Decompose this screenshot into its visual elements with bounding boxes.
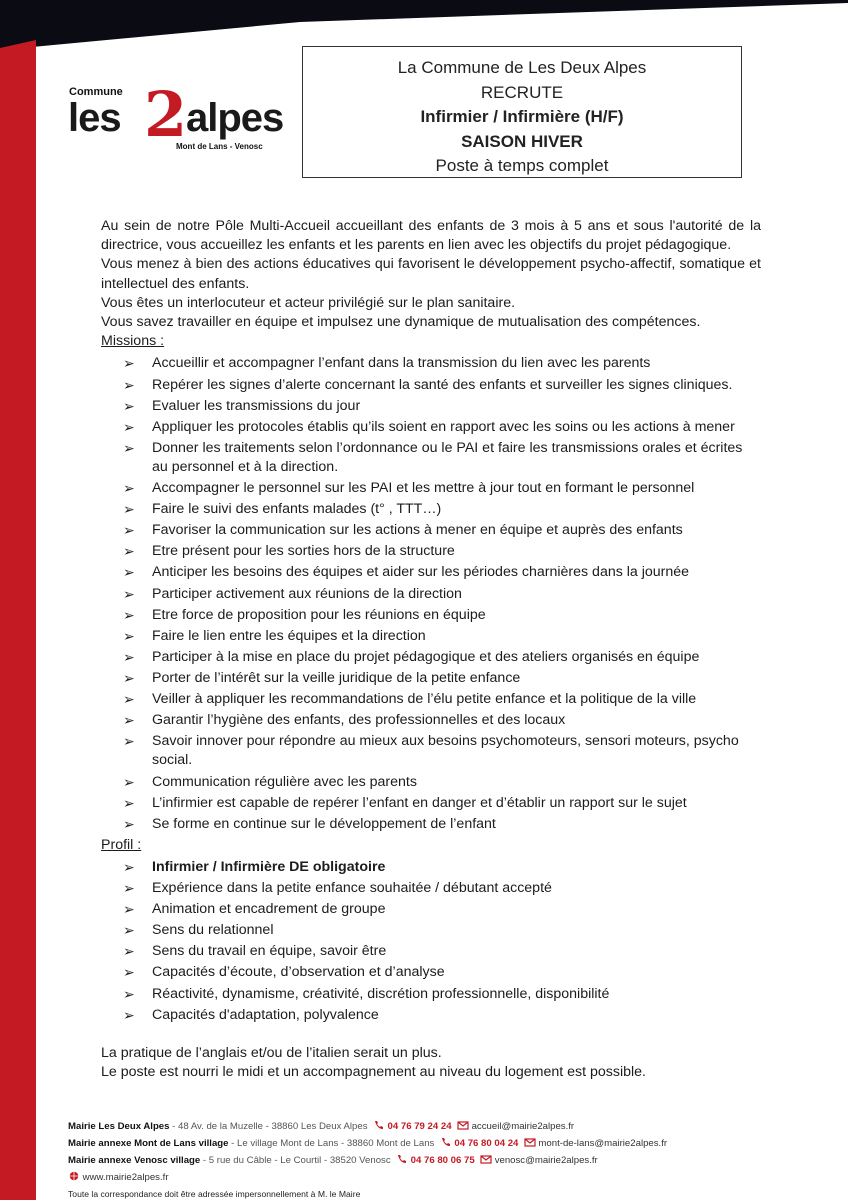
arrow-bullet-icon: ➢ [123, 543, 135, 560]
arrow-bullet-icon: ➢ [123, 985, 135, 1002]
list-item: ➢ Porter de l’intérêt sur la veille juridique de la petite enfance [101, 669, 761, 688]
arrow-bullet-icon: ➢ [123, 1006, 135, 1023]
arrow-bullet-icon: ➢ [123, 648, 135, 665]
globe-icon [68, 1171, 80, 1181]
profil-list [101, 858, 761, 1025]
phone-icon [373, 1120, 385, 1130]
logo-commune-text: Commune [69, 86, 123, 98]
arrow-bullet-icon: ➢ [123, 564, 135, 581]
arrow-bullet-icon: ➢ [123, 712, 135, 729]
list-item: ➢ L’infirmier est capable de repérer l’enfant en danger et d’établir un rapport sur le sujet [101, 794, 761, 813]
list-item: ➢ Accompagner le personnel sur les PAI et les mettre à jour tout en formant le personnel [101, 479, 761, 498]
list-item: ➢ Infirmier / Infirmière DE obligatoire [101, 858, 761, 877]
list-item: ➢ Participer à la mise en place du projet pédagogique et des ateliers organisés en équipe [101, 648, 761, 667]
phone-icon [440, 1137, 452, 1147]
arrow-bullet-icon: ➢ [123, 376, 135, 393]
logo-les-text: les [68, 96, 121, 140]
job-title-box [302, 46, 742, 178]
arrow-bullet-icon: ➢ [123, 418, 135, 435]
office-phone[interactable]: 04 76 79 24 24 [387, 1121, 452, 1132]
header-line-job: Infirmier / Infirmière (H/F) [420, 107, 624, 126]
header-line-commune: La Commune de Les Deux Alpes [397, 58, 647, 77]
footer-row-main [68, 1118, 788, 1135]
arrow-bullet-icon: ➢ [123, 606, 135, 623]
arrow-bullet-icon: ➢ [123, 964, 135, 981]
intro-paragraph: Vous êtes un interlocuteur et acteur privilégié sur le plan sanitaire. [101, 294, 516, 311]
office-address: - 48 Av. de la Muzelle - 38860 Les Deux Alpes [169, 1121, 368, 1132]
arrow-bullet-icon: ➢ [123, 480, 135, 497]
missions-list [101, 354, 761, 833]
list-item: ➢ Appliquer les protocoles établis qu’ils soient en rapport avec les soins ou les actions à mener [101, 418, 761, 437]
list-item: ➢ Animation et encadrement de groupe [101, 900, 761, 919]
mail-icon [457, 1120, 469, 1130]
closing-line: Le poste est nourri le midi et un accompagnement au niveau du logement est possible. [101, 1064, 646, 1081]
job-description [101, 217, 761, 1082]
closing-line: La pratique de l’anglais et/ou de l’italien serait un plus. [101, 1044, 442, 1061]
intro-paragraph: Au sein de notre Pôle Multi-Accueil accueillant des enfants de 3 mois à 5 ans et sous l'autorité de la directrice, vous accueillez les enfants et les parents en lien avec les objectifs du projet pédagogique. [101, 218, 761, 254]
arrow-bullet-icon: ➢ [123, 880, 135, 897]
arrow-bullet-icon: ➢ [123, 773, 135, 790]
arrow-bullet-icon: ➢ [123, 733, 135, 750]
footer-row-mont-de-lans [68, 1135, 788, 1152]
list-item: ➢ Veiller à appliquer les recommandations de l’élu petite enfance et la politique de la ville [101, 690, 761, 709]
arrow-bullet-icon: ➢ [123, 943, 135, 960]
list-item: ➢ Réactivité, dynamisme, créativité, discrétion professionnelle, disponibilité [101, 985, 761, 1004]
office-email[interactable]: mont-de-lans@mairie2alpes.fr [538, 1138, 668, 1149]
office-email[interactable]: accueil@mairie2alpes.fr [471, 1121, 575, 1132]
left-decorative-band [0, 0, 36, 1200]
list-item: ➢ Se forme en continue sur le développement de l’enfant [101, 815, 761, 834]
list-item: ➢ Capacités d'adaptation, polyvalence [101, 1006, 761, 1025]
office-email[interactable]: venosc@mairie2alpes.fr [494, 1155, 598, 1166]
office-phone[interactable]: 04 76 80 06 75 [410, 1155, 475, 1166]
list-item: ➢ Donner les traitements selon l’ordonnance ou le PAI et faire les transmissions orales et écrites au personnel et à la direction. [123, 439, 743, 475]
list-item: ➢ Etre présent pour les sorties hors de la structure [101, 542, 761, 561]
arrow-bullet-icon: ➢ [123, 815, 135, 832]
list-item: ➢ Sens du relationnel [101, 921, 761, 940]
list-item: ➢ Communication régulière avec les parents [101, 773, 761, 792]
arrow-bullet-icon: ➢ [123, 794, 135, 811]
list-item: ➢ Participer activement aux réunions de la direction [101, 585, 761, 604]
arrow-bullet-icon: ➢ [123, 669, 135, 686]
contact-footer [68, 1118, 788, 1203]
arrow-bullet-icon: ➢ [123, 691, 135, 708]
list-item: ➢ Etre force de proposition pour les réunions en équipe [101, 606, 761, 625]
header-line-recrute: RECRUTE [480, 82, 564, 102]
missions-heading: Missions : [101, 333, 165, 350]
logo-two-mark: 2 [144, 78, 188, 151]
footer-row-venosc [68, 1152, 788, 1169]
phone-icon [396, 1154, 408, 1164]
correspondence-note: Toute la correspondance doit être adressée impersonnellement à M. le Maire [68, 1189, 361, 1199]
list-item: ➢ Capacités d’écoute, d’observation et d’analyse [101, 963, 761, 982]
list-item: ➢ Sens du travail en équipe, savoir être [101, 942, 761, 961]
mail-icon [524, 1137, 536, 1147]
arrow-bullet-icon: ➢ [123, 585, 135, 602]
mail-icon [480, 1154, 492, 1164]
arrow-bullet-icon: ➢ [123, 397, 135, 414]
list-item: ➢ Faire le suivi des enfants malades (t° , TTT…) [101, 500, 761, 519]
arrow-bullet-icon: ➢ [123, 501, 135, 518]
list-item: ➢ Evaluer les transmissions du jour [101, 397, 761, 416]
list-item: ➢ Repérer les signes d’alerte concernant la santé des enfants et surveiller les signes cliniques. [101, 376, 761, 395]
office-name: Mairie annexe Venosc village [68, 1155, 201, 1166]
intro-paragraph: Vous savez travailler en équipe et impulsez une dynamique de mutualisation des compétences. [101, 314, 701, 331]
arrow-bullet-icon: ➢ [123, 859, 135, 875]
arrow-bullet-icon: ➢ [123, 522, 135, 539]
website-link[interactable]: www.mairie2alpes.fr [82, 1172, 169, 1183]
list-item: ➢ Anticiper les besoins des équipes et aider sur les périodes charnières dans la journée [101, 563, 761, 582]
list-item: ➢ Accueillir et accompagner l’enfant dans la transmission du lien avec les parents [101, 354, 761, 373]
logo-subtitle: Mont de Lans - Venosc [176, 142, 263, 151]
arrow-bullet-icon: ➢ [123, 627, 135, 644]
intro-paragraph: Vous menez à bien des actions éducatives qui favorisent le développement psycho-affectif, somatique et intellectuel des enfants. [101, 256, 761, 292]
arrow-bullet-icon: ➢ [123, 439, 135, 456]
office-address: - 5 rue du Câble - Le Courtil - 38520 Venosc [200, 1155, 391, 1166]
list-item: ➢ Savoir innover pour répondre au mieux aux besoins psychomoteurs, sensori moteurs, psycho social. [123, 733, 739, 769]
arrow-bullet-icon: ➢ [123, 922, 135, 939]
profil-heading: Profil : [101, 836, 142, 853]
commune-logo [68, 78, 284, 162]
arrow-bullet-icon: ➢ [123, 355, 135, 372]
footer-row-website [68, 1169, 788, 1186]
intro-paragraphs [101, 217, 761, 332]
closing-paragraphs [101, 1044, 761, 1082]
office-name: Mairie annexe Mont de Lans village [68, 1138, 229, 1149]
list-item: ➢ Expérience dans la petite enfance souhaitée / débutant accepté [101, 879, 761, 898]
list-item: ➢ Faire le lien entre les équipes et la direction [101, 627, 761, 646]
header-line-season: SAISON HIVER [461, 131, 583, 151]
header-line-contract: Poste à temps complet [435, 156, 609, 175]
office-name: Mairie Les Deux Alpes [68, 1121, 170, 1132]
list-item: ➢ Favoriser la communication sur les actions à mener en équipe et auprès des enfants [101, 521, 761, 540]
list-item: ➢ Garantir l’hygiène des enfants, des professionnelles et des locaux [101, 711, 761, 730]
office-phone[interactable]: 04 76 80 04 24 [454, 1138, 519, 1149]
arrow-bullet-icon: ➢ [123, 901, 135, 918]
office-address: - Le village Mont de Lans - 38860 Mont de Lans [228, 1138, 435, 1149]
logo-alpes-text: alpes [186, 96, 284, 140]
